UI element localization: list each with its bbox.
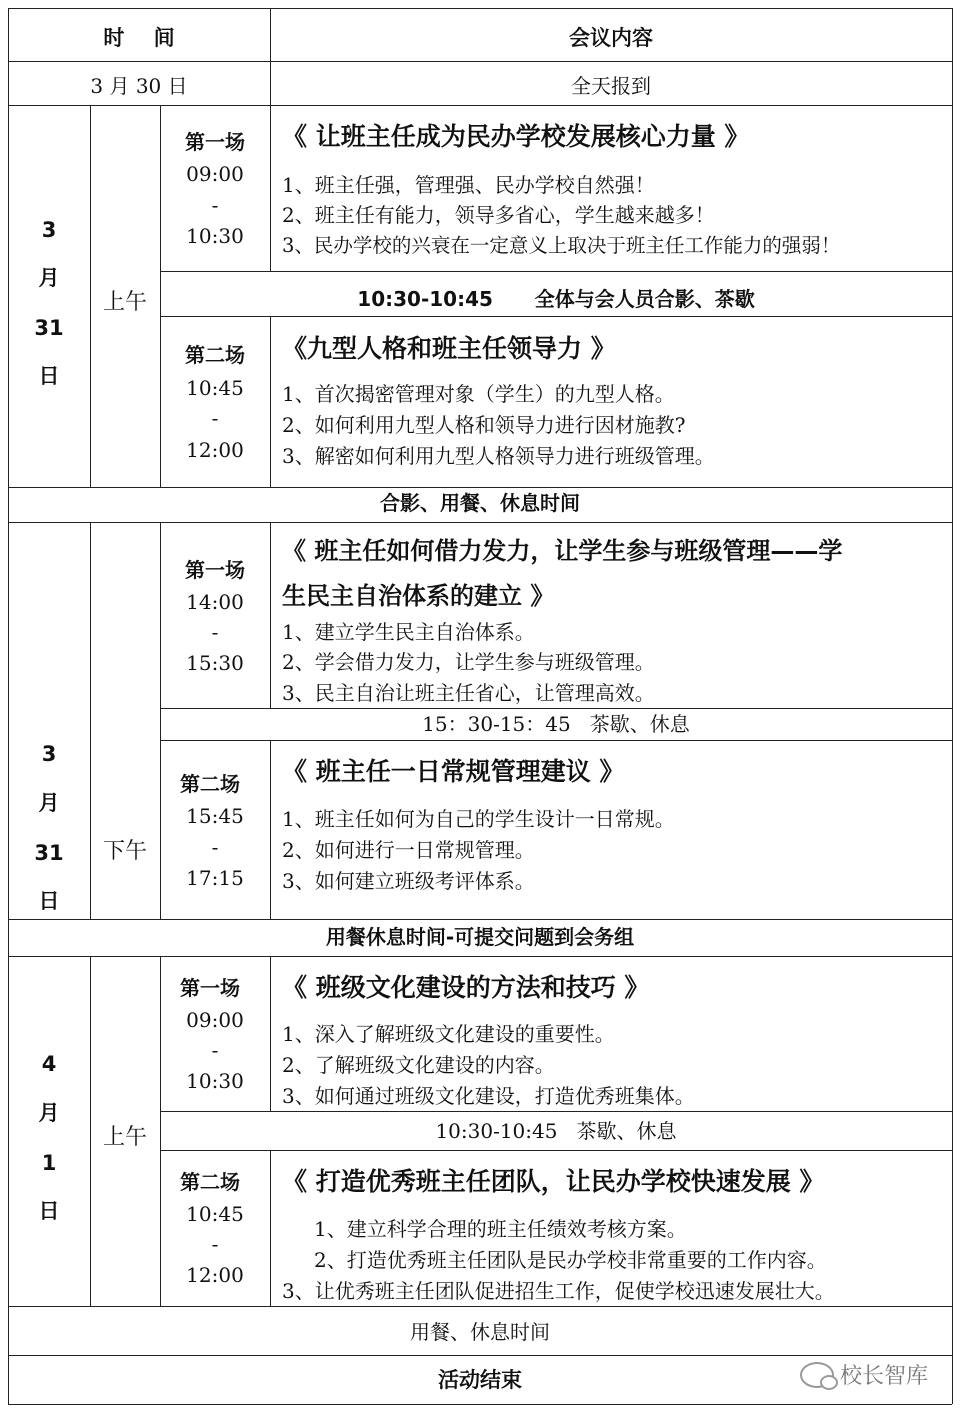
grid-line — [8, 1355, 952, 1356]
session-dash: - — [211, 193, 219, 217]
grid-line — [270, 316, 271, 487]
session-dash: - — [211, 406, 219, 430]
session-point: 2、了解班级文化建设的内容。 — [282, 1053, 555, 1077]
date-number: 3 — [41, 742, 57, 766]
session-end: 15:30 — [186, 651, 244, 675]
grid-line — [952, 8, 953, 1404]
session-point: 1、深入了解班级文化建设的重要性。 — [282, 1022, 615, 1046]
grid-line — [8, 1404, 952, 1405]
date-suffix: 日 — [38, 364, 60, 388]
grid-line — [160, 316, 952, 317]
grid-line — [160, 1150, 952, 1151]
date-day: 31 — [34, 841, 64, 865]
session-point: 2、打造优秀班主任团队是民办学校非常重要的工作内容。 — [314, 1248, 827, 1272]
grid-line — [8, 1306, 952, 1307]
session-dash: - — [211, 835, 219, 859]
session-end: 12:00 — [186, 438, 244, 462]
session-point: 1、班主任强，管理强、民办学校自然强！ — [282, 173, 655, 197]
session-title: 《 班级文化建设的方法和技巧 》 — [282, 973, 650, 1002]
header-time: 时 间 — [103, 26, 175, 50]
session-label: 第二场 — [180, 1170, 240, 1194]
grid-line — [270, 956, 271, 1111]
session-title-continued: 生民主自治体系的建立 》 — [282, 582, 555, 610]
grid-line — [8, 956, 952, 957]
grid-line — [8, 522, 952, 523]
session-start: 10:45 — [186, 1202, 244, 1226]
date-month: 月 — [38, 1101, 60, 1125]
period-label: 上午 — [102, 290, 147, 315]
session-label: 第一场 — [185, 130, 245, 154]
date-day: 1 — [41, 1151, 57, 1175]
grid-line — [160, 740, 952, 741]
grid-line — [8, 919, 952, 920]
session-point: 1、班主任如何为自己的学生设计一日常规。 — [282, 807, 675, 831]
break-row: 10:30-10:45 全体与会人员合影、茶歇 — [357, 287, 755, 311]
grid-line — [8, 61, 952, 62]
session-start: 14:00 — [186, 590, 244, 614]
session-start: 09:00 — [186, 1008, 244, 1032]
session-start: 15:45 — [186, 804, 244, 828]
session-start: 09:00 — [186, 162, 244, 186]
watermark-text: 校长智库 — [839, 1364, 928, 1389]
grid-line — [8, 8, 9, 1404]
date-number: 4 — [41, 1052, 57, 1076]
session-end: 10:30 — [186, 1069, 244, 1093]
date-month: 月 — [38, 791, 60, 815]
session-point: 3、如何建立班级考评体系。 — [282, 869, 535, 893]
session-point: 2、如何利用九型人格和领导力进行因材施教? — [282, 413, 686, 437]
session-dash: - — [211, 1232, 219, 1256]
grid-line — [270, 1150, 271, 1306]
session-dash: - — [211, 620, 219, 644]
session-point: 3、民主自治让班主任省心，让管理高效。 — [282, 681, 655, 705]
session-title: 《九型人格和班主任领导力 》 — [282, 334, 616, 363]
session-label: 第二场 — [185, 343, 245, 367]
grid-line — [8, 105, 952, 106]
session-point: 1、首次揭密管理对象（学生）的九型人格。 — [282, 382, 675, 406]
lunch-row: 用餐、休息时间 — [410, 1320, 550, 1344]
session-end: 12:00 — [186, 1263, 244, 1287]
session-point: 2、如何进行一日常规管理。 — [282, 838, 535, 862]
grid-line — [270, 740, 271, 919]
grid-line — [8, 8, 952, 9]
session-title: 《 班主任一日常规管理建议 》 — [282, 757, 625, 786]
lunch-row: 合影、用餐、休息时间 — [380, 491, 580, 515]
checkin-date: 3 月 30 日 — [90, 74, 188, 98]
session-point: 1、建立学生民主自治体系。 — [282, 620, 535, 644]
session-title: 《 打造优秀班主任团队，让民办学校快速发展 》 — [282, 1167, 825, 1196]
session-title: 《 让班主任成为民办学校发展核心力量 》 — [282, 122, 750, 151]
period-label: 下午 — [102, 839, 147, 864]
date-number: 3 — [41, 218, 57, 242]
end-row: 活动结束 — [438, 1368, 522, 1392]
checkin-content: 全天报到 — [571, 74, 651, 98]
session-label: 第一场 — [180, 976, 240, 1000]
session-title: 《 班主任如何借力发力，让学生参与班级管理——学 — [282, 537, 843, 565]
session-start: 10:45 — [186, 376, 244, 400]
watermark — [800, 1359, 928, 1390]
date-suffix: 日 — [38, 1199, 60, 1223]
session-point: 3、如何通过班级文化建设，打造优秀班集体。 — [282, 1084, 695, 1108]
session-point: 3、解密如何利用九型人格领导力进行班级管理。 — [282, 444, 715, 468]
session-end: 17:15 — [186, 866, 244, 890]
session-point: 3、让优秀班主任团队促进招生工作，促使学校迅速发展壮大。 — [282, 1279, 835, 1303]
session-point: 1、建立科学合理的班主任绩效考核方案。 — [314, 1217, 687, 1241]
date-day: 31 — [34, 316, 64, 340]
period-label: 上午 — [102, 1125, 147, 1150]
session-dash: - — [211, 1038, 219, 1062]
break-row: 10:30-10:45 茶歇、休息 — [435, 1119, 677, 1143]
session-label: 第一场 — [185, 558, 245, 582]
session-point: 2、班主任有能力，领导多省心，学生越来越多！ — [282, 203, 715, 227]
session-point: 2、学会借力发力，让学生参与班级管理。 — [282, 650, 655, 674]
session-label: 第二场 — [180, 772, 240, 796]
grid-line — [270, 522, 271, 708]
header-content: 会议内容 — [569, 26, 653, 50]
break-row: 15：30-15：45 茶歇、休息 — [422, 712, 690, 736]
grid-line — [270, 105, 271, 271]
wechat-icon — [800, 1362, 834, 1388]
date-suffix: 日 — [38, 889, 60, 913]
dinner-row: 用餐休息时间-可提交问题到会务组 — [325, 925, 635, 949]
session-end: 10:30 — [186, 224, 244, 248]
grid-line — [160, 1111, 952, 1112]
date-month: 月 — [38, 266, 60, 290]
session-point: 3、民办学校的兴衰在一定意义上取决于班主任工作能力的强弱！ — [282, 234, 841, 257]
grid-line — [160, 708, 952, 709]
grid-line — [160, 271, 952, 272]
grid-line — [8, 487, 952, 488]
